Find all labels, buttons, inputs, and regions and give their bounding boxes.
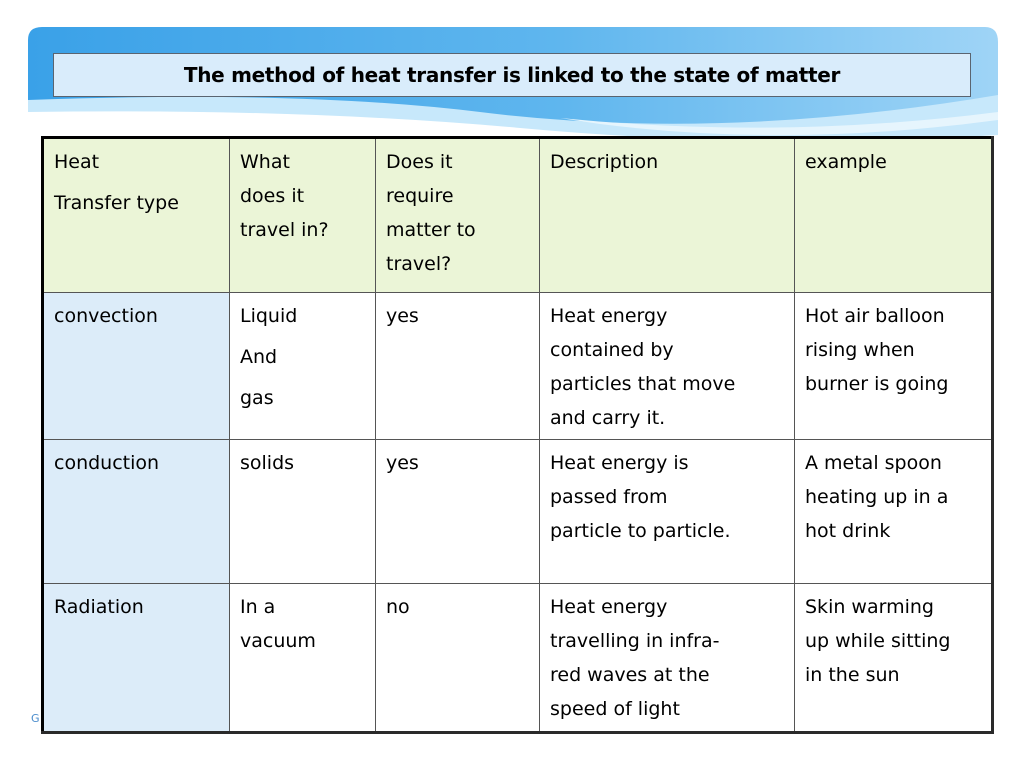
cell-line: Radiation: [54, 596, 144, 618]
cell-line: particle to particle.: [550, 520, 731, 542]
header-description: [540, 138, 795, 293]
cell-line: yes: [386, 305, 419, 327]
cell-medium: [230, 293, 376, 440]
cell-line: And: [240, 346, 278, 368]
cell-requires-matter: [376, 440, 540, 584]
cell-line: up while sitting: [805, 630, 951, 652]
cell-type: [43, 293, 230, 440]
cell-line: solids: [240, 452, 295, 474]
cell-line: convection: [54, 305, 158, 327]
cell-line: burner is going: [805, 373, 949, 395]
header-requires-matter: [376, 138, 540, 293]
cell-line: Heat energy: [550, 596, 668, 618]
cell-line: red waves at the: [550, 664, 710, 686]
cell-line: vacuum: [240, 630, 316, 652]
footer-fragment: G: [31, 712, 40, 725]
header-heat-transfer-type: [43, 138, 230, 293]
header-line: travel in?: [240, 219, 329, 241]
cell-line: conduction: [54, 452, 160, 474]
cell-line: and carry it.: [550, 407, 666, 429]
header-line: Transfer type: [54, 192, 179, 214]
cell-line: Hot air balloon: [805, 305, 945, 327]
header-line: matter to: [386, 219, 476, 241]
cell-example: [795, 293, 993, 440]
cell-line: travelling in infra-: [550, 630, 720, 652]
cell-line: gas: [240, 387, 274, 409]
heat-transfer-table: [41, 136, 994, 734]
cell-line: Heat energy is: [550, 452, 689, 474]
cell-description: [540, 584, 795, 733]
table-header-row: [43, 138, 993, 293]
cell-requires-matter: [376, 584, 540, 733]
header-line: What: [240, 151, 290, 173]
cell-line: hot drink: [805, 520, 891, 542]
cell-line: Skin warming: [805, 596, 934, 618]
cell-line: in the sun: [805, 664, 900, 686]
cell-line: no: [386, 596, 410, 618]
table-row: [43, 440, 993, 584]
cell-line: Heat energy: [550, 305, 668, 327]
cell-type: [43, 440, 230, 584]
header-line: does it: [240, 185, 305, 207]
cell-line: yes: [386, 452, 419, 474]
cell-line: rising when: [805, 339, 915, 361]
header-line: Description: [550, 151, 659, 173]
title-box: [53, 53, 971, 97]
cell-medium: [230, 584, 376, 733]
header-travel-medium: [230, 138, 376, 293]
header-line: require: [386, 185, 454, 207]
cell-requires-matter: [376, 293, 540, 440]
cell-line: speed of light: [550, 698, 680, 720]
cell-line: In a: [240, 596, 276, 618]
cell-description: [540, 293, 795, 440]
cell-line: particles that move: [550, 373, 736, 395]
header-example: [795, 138, 993, 293]
header-line: Heat: [54, 151, 100, 173]
cell-medium: [230, 440, 376, 584]
header-line: travel?: [386, 253, 452, 275]
table-row: [43, 293, 993, 440]
cell-line: passed from: [550, 486, 668, 508]
cell-line: Liquid: [240, 305, 298, 327]
cell-description: [540, 440, 795, 584]
cell-type: [43, 584, 230, 733]
cell-example: [795, 440, 993, 584]
header-line: Does it: [386, 151, 453, 173]
table-row: [43, 584, 993, 733]
cell-line: heating up in a: [805, 486, 949, 508]
cell-line: A metal spoon: [805, 452, 942, 474]
cell-line: contained by: [550, 339, 674, 361]
header-line: example: [805, 151, 887, 173]
cell-example: [795, 584, 993, 733]
slide-title: The method of heat transfer is linked to the state of matter: [183, 63, 841, 87]
